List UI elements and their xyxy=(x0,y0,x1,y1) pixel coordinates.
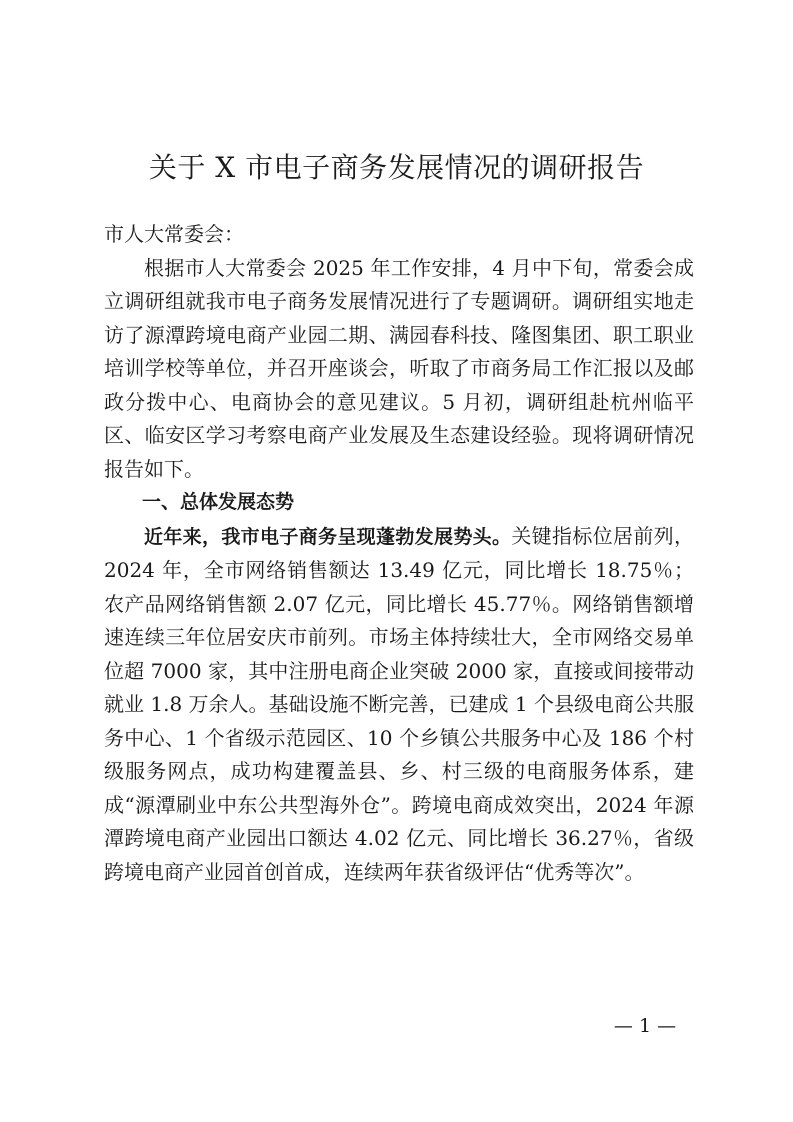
section-heading: 一、总体发展态势 xyxy=(142,491,295,513)
intro-paragraph: 根据市人大常委会 2025 年工作安排，4 月中下旬，常委会成立调研组就我市电子商务发展情况进行了专题调研。调研组实地走访了源潭跨境电商产业园二期、满园春科技、隆图集团、职工职业培训学校等单位，并召开座谈会，听取了市商务局工作汇报以及邮政分拨中心、电商协会的意见建议。5 月初，调研组赴杭州临平区、临安区学习考察电商产业发展及生态建设经验。现将调研情况报告如下。 xyxy=(104,255,694,481)
paragraph-lead-sentence: 近年来，我市电子商务呈现蓬勃发展势头。 xyxy=(144,525,512,548)
page-number: — 1 — xyxy=(613,1015,677,1037)
salutation: 市人大常委会： xyxy=(104,222,244,246)
paragraph-body-text: 关键指标位居前列，2024 年，全市网络销售额达 13.49 亿元，同比增长 18.75％；农产品网络销售额 2.07 亿元，同比增长 45.77％。网络销售额增速连续三年位居安庆市前列。市场主体持续壮大，全市网络交易单位超 7000 家，其中注册电商企业突破 2000 家，直接或间接带动就业 1.8 万余人。基础设施不断完善，已建成 1 个县级电商公共服务中心、1 个省级示范园区、10 个乡镇公共服务中心及 186 个村级服务网点，成功构建覆盖县、乡、村三级的电商服务体系，建成“源潭刷业中东公共型海外仓”。跨境电商成效突出，2024 年源潭跨境电商产业园出口额达 4.02 亿元、同比增长 36.27％，省级跨境电商产业园首创首成，连续两年获省级评估“优秀等次”。 xyxy=(104,523,694,884)
document-title: 关于 X 市电子商务发展情况的调研报告 xyxy=(148,151,645,184)
section-paragraph xyxy=(104,520,694,890)
document-body xyxy=(104,218,694,889)
